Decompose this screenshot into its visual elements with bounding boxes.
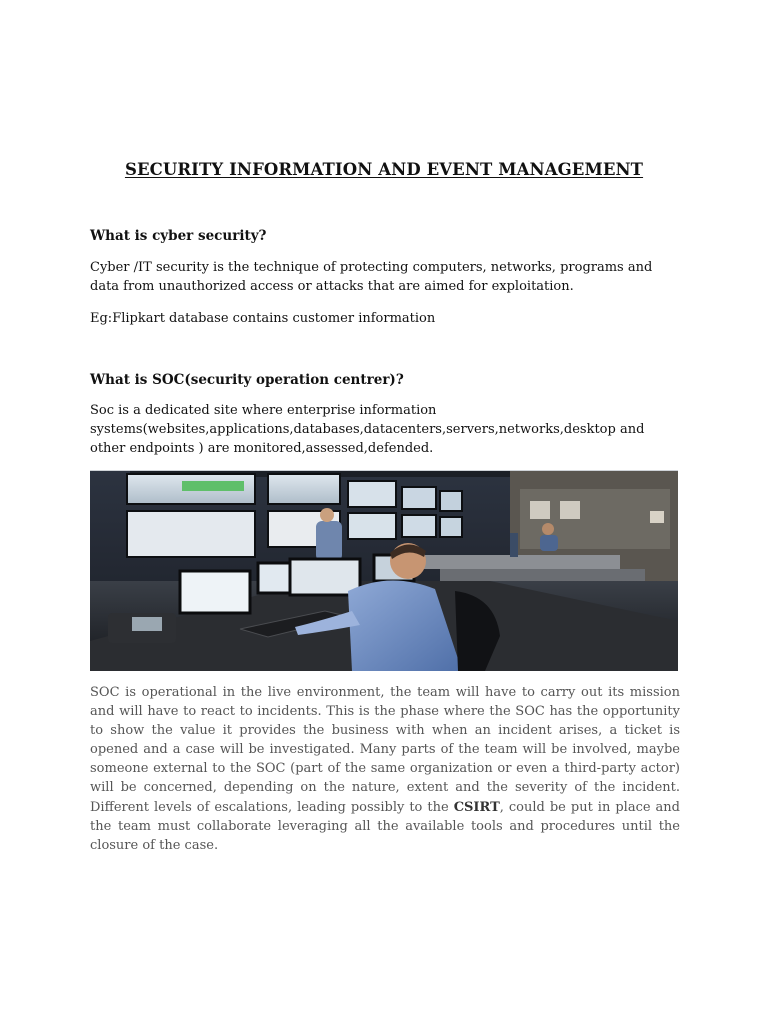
document-title: SECURITY INFORMATION AND EVENT MANAGEMENT xyxy=(124,160,644,179)
soc-operational-paragraph xyxy=(90,683,680,855)
paragraph-cyber-security-example: Eg:Flipkart database contains customer information xyxy=(90,311,436,326)
csirt-term: CSIRT xyxy=(453,799,500,815)
paragraph-text-before-bold: SOC is operational in the live environment, the team will have to carry out its mission and will have to react to incidents. This is the phase where the SOC has the opportunity to show the value it provides the business with when an incident arises, a ticket is opened and a case will be investigated. Many parts of the team will be involved, maybe someone external to the SOC (part of the same organization or even a third-party actor) will be concerned, depending on the nature, extent and the severity of the incident. Different levels of escalations, leading possibly to the xyxy=(90,685,680,815)
paragraph-soc-definition: Soc is a dedicated site where enterprise information systems(websites,applications,databases,datacenters,servers,networks,desktop and other endpoints ) are monitored,assessed,defended. xyxy=(90,403,645,457)
section-heading-soc: What is SOC(security operation centrer)? xyxy=(90,372,404,388)
paragraph-text-after-bold: , could be put in place and the team must collaborate leveraging all the available tools and procedures until the closure of the case. xyxy=(90,799,680,853)
paragraph-cyber-security-definition: Cyber /IT security is the technique of protecting computers, networks, programs and data from unauthorized access or attacks that are aimed for exploitation. xyxy=(90,260,653,295)
section-heading-cyber-security: What is cyber security? xyxy=(90,228,267,244)
soc-control-room-photo xyxy=(90,470,678,671)
